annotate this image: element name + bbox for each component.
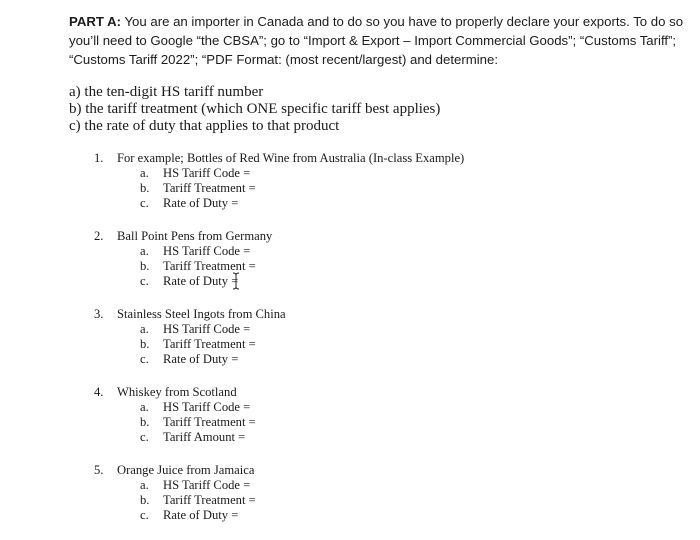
- sub-question: [140, 508, 654, 523]
- intro-paragraph: [69, 12, 684, 69]
- question-title: Ball Point Pens from Germany: [117, 229, 273, 243]
- sub-question-text: Tariff Treatment =: [163, 493, 256, 507]
- question-number: 3.: [94, 307, 104, 321]
- sub-question-letter: c.: [140, 430, 149, 444]
- question-number: 1.: [94, 151, 104, 165]
- question-number: 4.: [94, 385, 104, 399]
- sub-question-letter: a.: [140, 244, 149, 258]
- sub-question-text: Tariff Treatment =: [163, 337, 256, 351]
- sub-question-letter: b.: [140, 337, 150, 351]
- sub-question: [140, 196, 654, 211]
- criteria-item: a) the ten-digit HS tariff number: [69, 84, 264, 100]
- sub-question: [140, 400, 654, 415]
- text-cursor-icon: [231, 272, 241, 290]
- sub-question-text: Tariff Amount =: [163, 430, 246, 444]
- sub-question-text: Tariff Treatment =: [163, 181, 256, 195]
- sub-question: [140, 181, 654, 196]
- sub-question-text: HS Tariff Code =: [163, 478, 251, 492]
- question-heading: [94, 384, 654, 400]
- sub-question: [140, 244, 654, 259]
- sub-question: [140, 493, 654, 508]
- sub-question-text: Rate of Duty =: [163, 352, 239, 366]
- sub-question-list: [140, 400, 654, 445]
- sub-question-letter: b.: [140, 415, 150, 429]
- sub-question-text: HS Tariff Code =: [163, 400, 251, 414]
- sub-question-letter: b.: [140, 259, 150, 273]
- criteria-item: b) the tariff treatment (which ONE specific tariff best applies): [69, 101, 441, 117]
- question-title: For example; Bottles of Red Wine from Australia (In-class Example): [117, 151, 465, 165]
- question-title: Orange Juice from Jamaica: [117, 463, 255, 477]
- question-list: [94, 150, 654, 540]
- question-number: 5.: [94, 463, 104, 477]
- sub-question-list: [140, 166, 654, 211]
- sub-question-list: [140, 244, 654, 289]
- criteria-item: c) the rate of duty that applies to that product: [69, 118, 340, 134]
- sub-question-letter: c.: [140, 508, 149, 522]
- question-title: Stainless Steel Ingots from China: [117, 307, 286, 321]
- sub-question: [140, 352, 654, 367]
- sub-question-text: Rate of Duty =: [163, 274, 239, 288]
- sub-question: [140, 274, 654, 289]
- sub-question: [140, 259, 654, 274]
- question-heading: [94, 306, 654, 322]
- sub-question-letter: b.: [140, 181, 150, 195]
- criteria-list: [69, 84, 440, 135]
- question-heading: [94, 150, 654, 166]
- question-item: [94, 228, 654, 289]
- question-title: Whiskey from Scotland: [117, 385, 237, 399]
- sub-question: [140, 337, 654, 352]
- sub-question-letter: a.: [140, 400, 149, 414]
- sub-question-letter: c.: [140, 196, 149, 210]
- sub-question-text: HS Tariff Code =: [163, 166, 251, 180]
- intro-text: You are an importer in Canada and to do so you have to properly declare your exports. To do so you’ll need to Google “the CBSA”; go to “Import & Export – Import Commercial Goods”; “Customs Tariff”; “Customs Tariff 2022”; “PDF Format: (most recent/largest) and determine:: [69, 14, 684, 67]
- sub-question-text: Tariff Treatment =: [163, 415, 256, 429]
- sub-question-letter: a.: [140, 166, 149, 180]
- question-item: [94, 384, 654, 445]
- sub-question-letter: b.: [140, 493, 150, 507]
- sub-question-letter: c.: [140, 352, 149, 366]
- sub-question-list: [140, 322, 654, 367]
- question-item: [94, 306, 654, 367]
- sub-question-text: Rate of Duty =: [163, 508, 239, 522]
- sub-question: [140, 322, 654, 337]
- question-item: [94, 462, 654, 523]
- question-item: [94, 150, 654, 211]
- question-heading: [94, 462, 654, 478]
- sub-question: [140, 415, 654, 430]
- sub-question-list: [140, 478, 654, 523]
- sub-question-text: Tariff Treatment =: [163, 259, 256, 273]
- sub-question-text: HS Tariff Code =: [163, 244, 251, 258]
- sub-question: [140, 430, 654, 445]
- sub-question-text: HS Tariff Code =: [163, 322, 251, 336]
- sub-question: [140, 478, 654, 493]
- sub-question-letter: c.: [140, 274, 149, 288]
- part-label: PART A:: [69, 14, 122, 29]
- sub-question: [140, 166, 654, 181]
- sub-question-text: Rate of Duty =: [163, 196, 239, 210]
- sub-question-letter: a.: [140, 322, 149, 336]
- question-heading: [94, 228, 654, 244]
- question-number: 2.: [94, 229, 104, 243]
- sub-question-letter: a.: [140, 478, 149, 492]
